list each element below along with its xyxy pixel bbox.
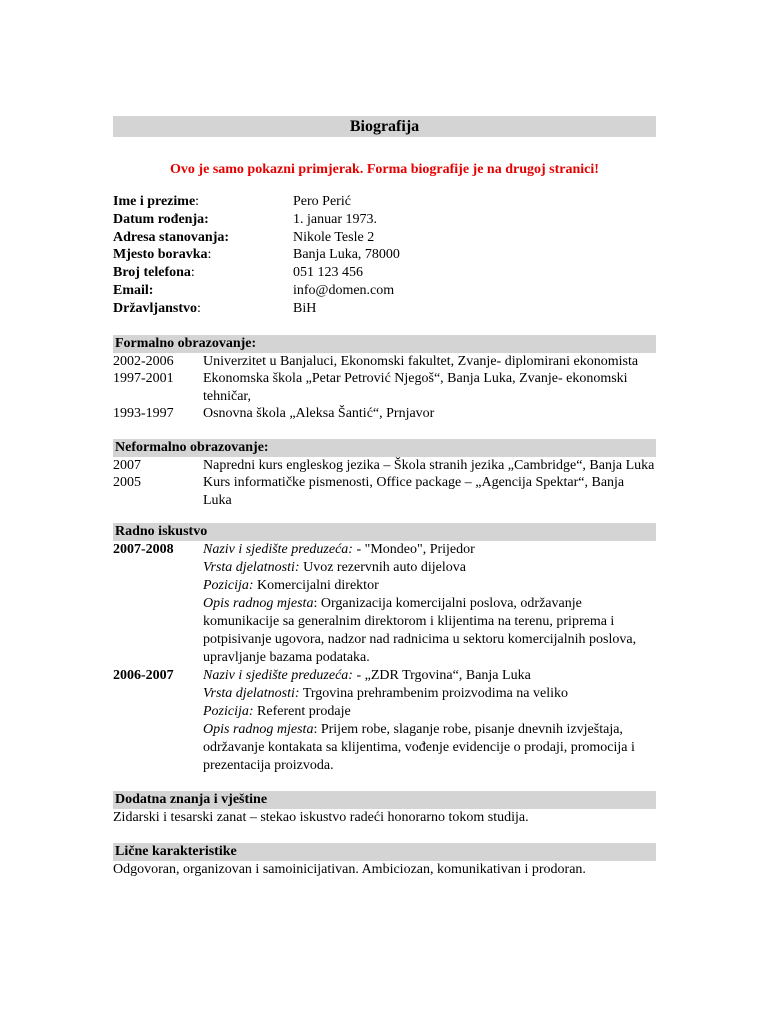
field-label-colon: : xyxy=(190,265,195,281)
list-item xyxy=(113,405,656,423)
sample-notice: Ovo je samo pokazni primjerak. Forma biografije je na drugoj stranici! xyxy=(170,162,599,177)
personal-row-birthdate xyxy=(113,211,656,229)
field-label-colon: : xyxy=(195,194,200,209)
list-item xyxy=(113,474,656,509)
job-description: Opis radnog mjesta: Organizacija komercijalni poslova, održavanje komunikacije sa generalnim direktorom i klijentima na terenu, priprema i potpisivanje ugovora, nadzor nad radnicima u sektoru komercijalnih poslova, upravljanje bazama podataka. xyxy=(203,596,637,666)
job-activity: Vrsta djelatnosti: Trgovina prehrambenim proizvodima na veliko xyxy=(203,686,568,702)
field-label: Ime i prezime xyxy=(113,194,196,209)
page-title: Biografija xyxy=(113,116,656,137)
informal-education-section xyxy=(113,439,656,510)
item-text: Napredni kurs engleskog jezika – Škola stranih jezika „Cambridge“, Banja Luka xyxy=(203,457,655,473)
personal-info xyxy=(113,193,656,318)
job-activity: Vrsta djelatnosti: Uvoz rezervnih auto dijelova xyxy=(203,560,466,576)
list-item xyxy=(113,353,656,371)
field-label: Broj telefona xyxy=(113,265,191,281)
field-value: info@domen.com xyxy=(293,282,395,298)
field-value: Pero Perić xyxy=(293,194,351,209)
job-period: 2007-2008 xyxy=(113,542,174,558)
job-period: 2006-2007 xyxy=(113,668,174,684)
personal-row-address xyxy=(113,229,656,247)
field-label: Mjesto boravka xyxy=(113,247,208,263)
field-label: Email: xyxy=(113,282,154,298)
section-heading: Lične karakteristike xyxy=(113,843,656,861)
job-entry xyxy=(113,667,656,775)
traits-text: Odgovoran, organizovan i samoinicijativan. Ambiciozan, komunikativan i prodoran. xyxy=(113,862,586,878)
skills-section xyxy=(113,791,656,827)
item-year: 2002-2006 xyxy=(113,353,174,369)
item-year: 2005 xyxy=(113,475,141,491)
field-label-colon: : xyxy=(207,247,212,263)
field-label: Adresa stanovanja: xyxy=(113,229,230,245)
field-value: 1. januar 1973. xyxy=(293,211,377,227)
item-text: Osnovna škola „Aleksa Šantić“, Prnjavor xyxy=(203,406,435,422)
field-value: Banja Luka, 78000 xyxy=(293,247,400,263)
item-text: Univerzitet u Banjaluci, Ekonomski fakultet, Zvanje- diplomirani ekonomista xyxy=(203,353,639,369)
job-company: Naziv i sjedište preduzeća: - "Mondeo", Prijedor xyxy=(203,542,475,558)
section-heading: Formalno obrazovanje: xyxy=(113,335,656,353)
cv-page xyxy=(113,116,656,879)
personal-row-citizenship xyxy=(113,300,656,318)
job-description: Opis radnog mjesta: Prijem robe, slaganje robe, pisanje dnevnih izvještaja, održavanje kontakata sa klijentima, vođenje evidencije o prodaji, promocija i prezentacija proizvoda. xyxy=(203,722,635,774)
job-position: Pozicija: Komercijalni direktor xyxy=(203,578,379,594)
section-heading: Neformalno obrazovanje: xyxy=(113,439,656,457)
job-company: Naziv i sjedište preduzeća: - „ZDR Trgovina“, Banja Luka xyxy=(203,668,531,684)
personal-row-residence xyxy=(113,246,656,264)
field-label-colon: : xyxy=(197,300,201,316)
personal-row-phone xyxy=(113,264,656,282)
formal-education-section xyxy=(113,335,656,423)
work-experience-section xyxy=(113,523,656,775)
item-year: 2007 xyxy=(113,457,141,473)
item-year: 1993-1997 xyxy=(113,406,174,422)
field-label: Datum rođenja: xyxy=(113,211,209,227)
field-label: Državljanstvo xyxy=(113,300,197,316)
section-heading: Dodatna znanja i vještine xyxy=(113,791,656,809)
skills-text: Zidarski i tesarski zanat – stekao iskustvo radeći honorarno tokom studija. xyxy=(113,810,529,826)
personal-row-email xyxy=(113,282,656,300)
traits-section xyxy=(113,843,656,879)
job-entry xyxy=(113,541,656,667)
item-year: 1997-2001 xyxy=(113,371,174,387)
section-heading: Radno iskustvo xyxy=(113,523,656,541)
item-text: Kurs informatičke pismenosti, Office package – „Agencija Spektar“, Banja Luka xyxy=(203,475,625,508)
field-value: BiH xyxy=(293,300,317,316)
job-position: Pozicija: Referent prodaje xyxy=(203,704,351,720)
item-text: Ekonomska škola „Petar Petrović Njegoš“, Banja Luka, Zvanje- ekonomski tehničar, xyxy=(203,371,628,404)
field-value: 051 123 456 xyxy=(293,265,363,281)
personal-row-name xyxy=(113,193,656,211)
list-item xyxy=(113,370,656,405)
list-item xyxy=(113,457,656,475)
field-value: Nikole Tesle 2 xyxy=(293,229,375,245)
